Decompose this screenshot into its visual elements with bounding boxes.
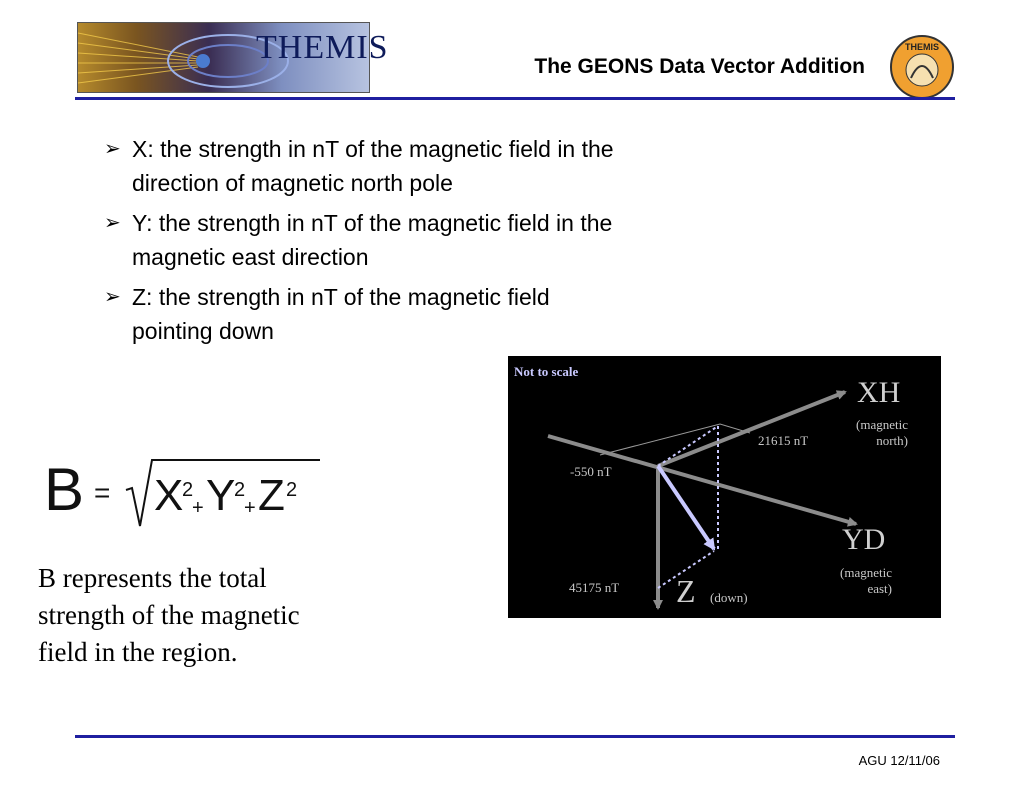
themis-seal-icon — [889, 34, 955, 100]
formula-plus: + — [192, 497, 204, 519]
bullet-text: Y: the strength in nT of the magnetic field in the magnetic east direction — [132, 210, 613, 270]
formula-x-exp: 2 — [182, 479, 194, 501]
yd-sub-line2: east) — [867, 581, 892, 596]
xh-axis-sublabel — [856, 417, 908, 449]
yd-sub-line1: (magnetic — [840, 565, 892, 580]
footer-text: AGU 12/11/06 — [858, 753, 940, 768]
formula-y: Y — [206, 471, 236, 520]
formula-plus: + — [244, 497, 256, 519]
x-value-label: 21615 nT — [758, 433, 809, 448]
logo-text: THEMIS — [256, 29, 389, 66]
page-title: The GEONS Data Vector Addition — [534, 55, 865, 78]
formula-b: B — [44, 456, 85, 523]
formula-y-exp: 2 — [234, 479, 246, 501]
arrow-bullet-icon: ➢ — [104, 138, 121, 160]
yd-axis-label: YD — [842, 523, 886, 556]
z-axis-sublabel: (down) — [710, 590, 748, 605]
themis-logo-banner — [77, 22, 389, 93]
resultant-vector — [658, 466, 714, 549]
formula-z-exp: 2 — [286, 479, 298, 501]
svg-text:THEMIS: THEMIS — [904, 42, 940, 52]
yd-axis-sublabel — [840, 565, 892, 597]
vector-diagram — [508, 356, 941, 618]
bullet-text: Z: the strength in nT of the magnetic field pointing down — [132, 284, 550, 344]
bullet-item — [100, 132, 620, 200]
magnitude-formula — [42, 452, 322, 530]
bullet-item — [100, 280, 620, 348]
bullet-item — [100, 206, 620, 274]
header-divider — [75, 97, 955, 100]
bullet-list — [100, 132, 620, 354]
description-text: B represents the total strength of the magnetic field in the region. — [38, 563, 300, 667]
xh-sub-line1: (magnetic — [856, 417, 908, 432]
formula-equals: = — [94, 477, 111, 508]
xh-axis — [658, 392, 845, 466]
arrow-bullet-icon: ➢ — [104, 212, 121, 234]
bullet-text: X: the strength in nT of the magnetic field in the direction of magnetic north pole — [132, 136, 614, 196]
y-value-label: -550 nT — [570, 464, 612, 479]
not-to-scale-note: Not to scale — [514, 364, 579, 379]
formula-x: X — [154, 471, 184, 520]
z-value-label: 45175 nT — [569, 580, 620, 595]
z-axis-label: Z — [676, 573, 696, 609]
formula-z: Z — [258, 471, 285, 520]
arrow-bullet-icon: ➢ — [104, 286, 121, 308]
footer-divider — [75, 735, 955, 738]
xh-sub-line2: north) — [876, 433, 908, 448]
xh-axis-label: XH — [857, 376, 901, 409]
